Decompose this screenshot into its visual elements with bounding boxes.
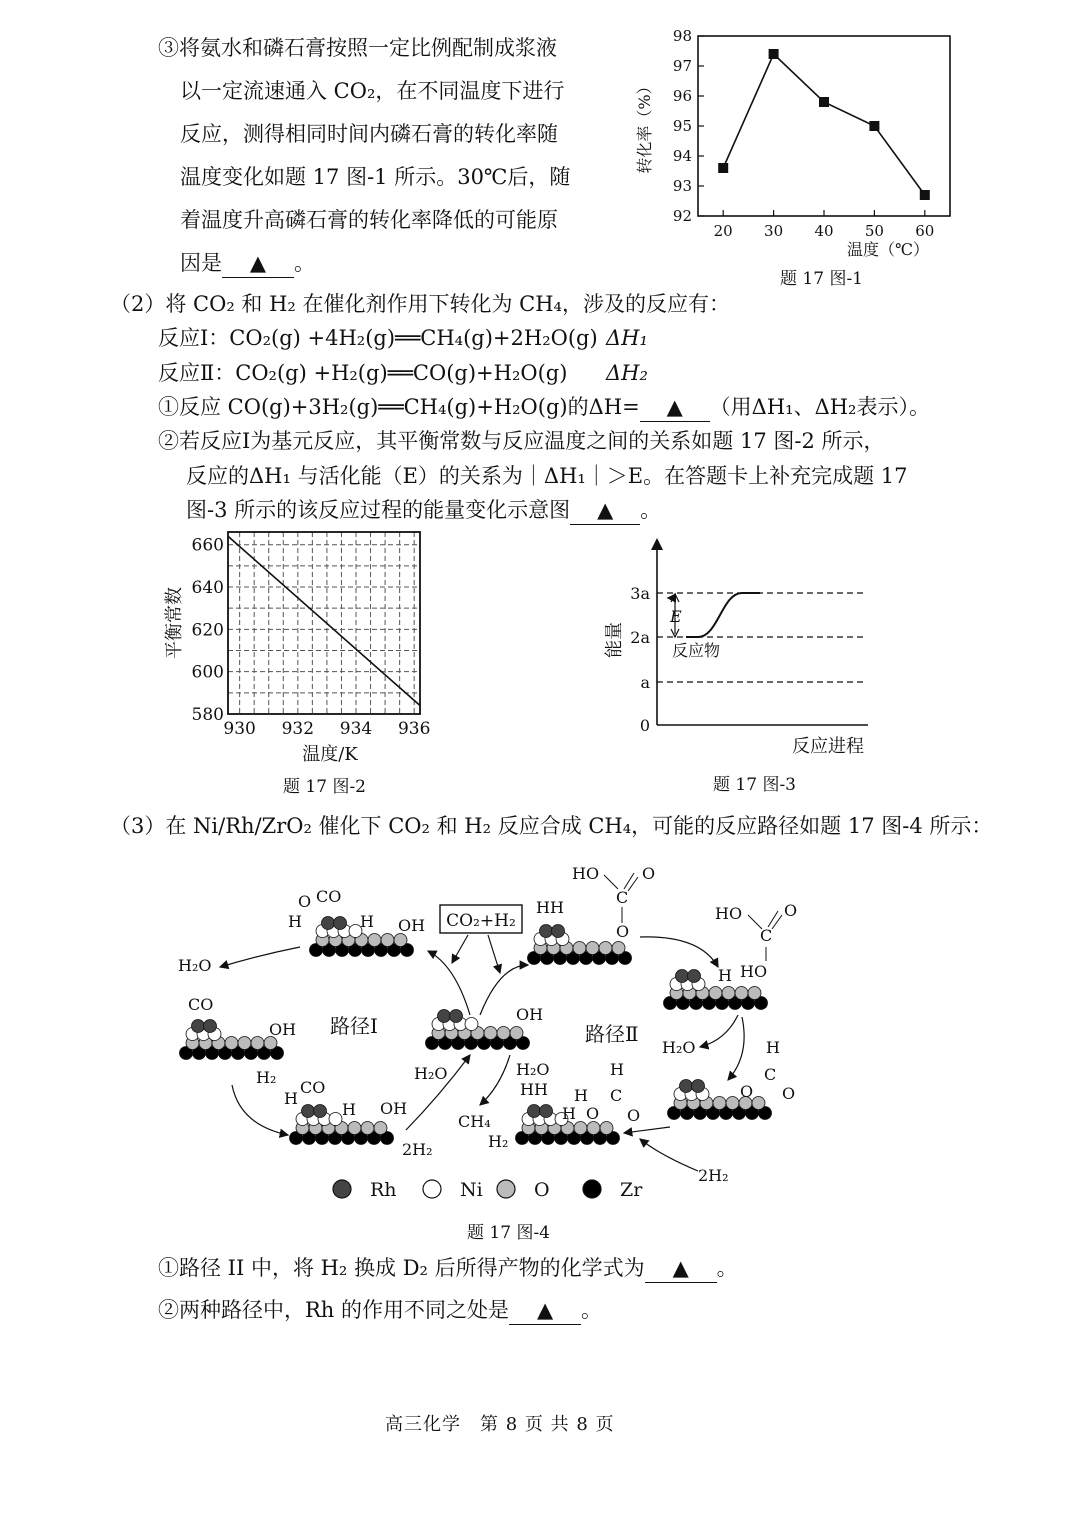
fig2-ytick-label: 580 (191, 705, 224, 725)
figure-17-3 (590, 530, 890, 765)
fig2-xlabel: 温度/K (302, 744, 358, 765)
rh-atom (692, 1080, 705, 1093)
o-atom (748, 987, 761, 1000)
fig3-ylabel: 能量 (604, 622, 625, 658)
fig1-xtick-label: 60 (915, 222, 935, 240)
o-atom (238, 1037, 251, 1050)
part3-q1-prefix: ①路径 II 中，将 H₂ 换成 D₂ 后所得产物的化学式为 (158, 1256, 645, 1280)
fig4-label-ho: HO (740, 962, 768, 981)
fig4-label-h: H (718, 966, 732, 985)
fig2-ytick-label: 620 (191, 620, 224, 641)
fig4-arrow (428, 951, 470, 1015)
part1-line-2: 以一定流速通入 CO₂，在不同温度下进行 (180, 79, 565, 103)
answer-blank-4[interactable]: ▲ (645, 1254, 717, 1283)
fig3-xlabel: 反应进程 (792, 736, 864, 757)
fig3-ytick-2a: 2a (630, 628, 650, 647)
fig3-caption: 题 17 图-3 (713, 775, 796, 795)
part2-q2-suffix: 。 (640, 498, 662, 522)
o-atom (374, 1122, 387, 1135)
o-atom (735, 987, 748, 1000)
fig1-data-point (819, 97, 829, 107)
rh-atom (302, 1105, 315, 1118)
fig4-label-oh: OH (398, 916, 426, 935)
fig2-xtick-label: 934 (339, 719, 373, 739)
part2-intro: （2）将 CO₂ 和 H₂ 在催化剂作用下转化为 CH₄，涉及的反应有： (110, 292, 730, 316)
fig4-label-h: H (342, 1100, 356, 1119)
fig2-ytick-label: 640 (191, 578, 224, 599)
fig1-xtick-label: 20 (713, 222, 733, 240)
fig4-label-o: O (740, 1082, 754, 1101)
part2-q1 (158, 393, 930, 422)
o-atom (599, 942, 612, 955)
fig1-xtick-label: 40 (814, 222, 834, 240)
fig2-xtick-label: 936 (397, 719, 431, 739)
fig4-label-co: CO (316, 887, 342, 906)
catalyst-cluster (426, 1010, 530, 1050)
o-atom (225, 1037, 238, 1050)
fig4-label-ch4: CH₄ (458, 1112, 491, 1131)
part1-line-3: 反应，测得相同时间内磷石膏的转化率随 (180, 122, 558, 146)
o-atom (368, 934, 381, 947)
fig1-ytick-label: 93 (672, 177, 692, 195)
fig4-label-co: CO (188, 995, 214, 1014)
fig4-label-o: O (782, 1084, 796, 1103)
rh-atom (680, 1080, 693, 1093)
fig1-ytick-label: 95 (672, 117, 692, 135)
fig2-ylabel: 平衡常数 (164, 587, 185, 659)
rh-atom (540, 925, 553, 938)
o-atom (574, 1122, 587, 1135)
fig4-label-h2o: H₂O (414, 1064, 448, 1083)
figure-17-1 (630, 20, 960, 290)
fig4-label-hh: HH (520, 1080, 548, 1099)
rh-atom (192, 1020, 205, 1033)
legend-swatch-o (497, 1180, 515, 1198)
page-footer: 高三化学 第 8 页 共 8 页 (385, 1414, 615, 1435)
fig1-ytick-label: 96 (672, 87, 692, 105)
part3-intro: （3）在 Ni/Rh/ZrO₂ 催化下 CO₂ 和 H₂ 反应合成 CH₄，可能的反应路径如题 17 图-4 所示： (110, 814, 993, 838)
fig1-ytick-label: 92 (672, 207, 692, 225)
part2-q2-line-1: ②若反应Ⅰ为基元反应，其平衡常数与反应温度之间的关系如题 17 图-2 所示， (158, 429, 885, 453)
fig4-label-co: CO (300, 1078, 326, 1097)
fig4-label-ho: HO (715, 904, 743, 923)
fig4-caption: 题 17 图-4 (467, 1223, 550, 1243)
o-atom (361, 1122, 374, 1135)
part1-line-4: 温度变化如题 17 图-1 所示。30℃后，随 (180, 165, 571, 189)
fig1-data-point (920, 190, 930, 200)
legend-swatch-rh (333, 1180, 351, 1198)
o-atom (251, 1037, 264, 1050)
fig1-ylabel: 转化率（%） (635, 78, 654, 174)
fig4-arrow (480, 1055, 510, 1105)
part2-q2-line-2: 反应的ΔH₁ 与活化能（E）的关系为｜ΔH₁｜＞E。在答题卡上补充完成题 17 (186, 464, 908, 488)
legend-swatch-zr (583, 1180, 601, 1198)
rh-atom (204, 1020, 217, 1033)
fig2-frame (228, 532, 420, 714)
part3-q2-suffix: 。 (581, 1298, 603, 1322)
fig4-label-h: H (284, 1089, 298, 1108)
fig2-ytick-label: 660 (191, 535, 224, 556)
fig4-arrow (700, 1015, 738, 1047)
o-atom (752, 1097, 765, 1110)
answer-blank-5[interactable]: ▲ (509, 1296, 581, 1325)
fig3-e-label: E (670, 607, 682, 626)
rh-atom (438, 1010, 451, 1023)
fig1-ytick-label: 97 (672, 57, 692, 75)
part1-line-5: 着温度升高磷石膏的转化率降低的可能原 (180, 208, 558, 232)
fig1-ytick-label: 98 (672, 27, 692, 45)
part1-last-prefix: 因是 (180, 251, 222, 275)
o-atom (612, 942, 625, 955)
fig4-arrow (232, 1085, 288, 1135)
part1-last-suffix: 。 (294, 251, 315, 275)
fig4-label-ho: HO (572, 864, 600, 883)
fig4-label-h: H (610, 1060, 624, 1079)
fig4-label-o: O (298, 892, 312, 911)
fig4-label-o: O (586, 1104, 600, 1123)
o-atom (726, 1097, 739, 1110)
fig4-label-c: C (610, 1086, 623, 1105)
fig3-y-arrow-icon (651, 538, 663, 550)
part1-line-6 (180, 249, 315, 278)
o-atom (713, 1097, 726, 1110)
o-atom (586, 942, 599, 955)
rh-atom (676, 970, 689, 983)
reaction-2: 反应Ⅱ：CO₂(g) +H₂(g)══CO(g)+H₂O(g) (158, 361, 568, 385)
fig4-label-h2o: H₂O (662, 1038, 696, 1057)
answer-blank-1[interactable]: ▲ (222, 249, 294, 278)
part2-q1-suffix: （用ΔH₁、ΔH₂表示）。 (709, 395, 930, 419)
o-atom (497, 1027, 510, 1040)
catalyst-cluster (668, 1080, 772, 1120)
rh-atom (540, 1105, 553, 1118)
part3-q1-suffix: 。 (716, 1256, 738, 1280)
figure-17-2 (150, 520, 450, 770)
fig4-arrow (640, 937, 718, 967)
fig4-label-o: O (616, 922, 630, 941)
fig2-ytick-label: 600 (191, 662, 224, 683)
fig3-energy-curve (686, 593, 760, 637)
part2-q2-prefix: 图-3 所示的该反应过程的能量变化示意图 (186, 498, 571, 522)
fig2-series-line (228, 536, 420, 705)
o-atom (394, 934, 407, 947)
fig4-label-oh: OH (269, 1020, 297, 1039)
fig4-label-c: C (760, 926, 773, 945)
fig1-xtick-label: 50 (864, 222, 884, 240)
fig3-ytick-a: a (640, 673, 650, 692)
catalyst-cluster (180, 1020, 284, 1060)
fig4-label-c: C (764, 1065, 777, 1084)
rh-atom (688, 970, 701, 983)
o-atom (573, 942, 586, 955)
fig2-caption: 题 17 图-2 (283, 777, 366, 797)
part3-q2-prefix: ②两种路径中，Rh 的作用不同之处是 (158, 1298, 510, 1322)
rh-atom (334, 917, 347, 930)
fig4-label-h: H (574, 1086, 588, 1105)
o-atom (709, 987, 722, 1000)
fig4-label-h: H (766, 1038, 780, 1057)
fig4-arrow (220, 947, 300, 967)
fig4-label-h2: H₂ (256, 1068, 277, 1087)
o-atom (722, 987, 735, 1000)
fig4-label-hh: HH (536, 898, 564, 917)
part3-q1 (158, 1254, 738, 1283)
fig4-label-o: O (784, 901, 798, 920)
fig4-label-h2o: H₂O (178, 956, 212, 975)
o-atom (381, 934, 394, 947)
fig1-series-line (723, 54, 925, 195)
legend-label-rh: Rh (370, 1179, 397, 1201)
fig4-label-h: H (288, 912, 302, 931)
rh-atom (314, 1105, 327, 1118)
fig2-xtick-label: 932 (281, 719, 315, 739)
fig4-arrow (452, 935, 468, 963)
o-atom (348, 1122, 361, 1135)
fig3-ytick-3a: 3a (630, 584, 650, 603)
fig4-arrow (624, 1127, 670, 1133)
fig3-ytick-0: 0 (639, 716, 650, 735)
fig4-arrow (488, 935, 500, 973)
o-atom (510, 1027, 523, 1040)
fig4-label-2h2: 2H₂ (402, 1140, 433, 1159)
part3-q2 (158, 1296, 602, 1325)
legend-label-o: O (534, 1179, 550, 1201)
fig2-xtick-label: 930 (223, 719, 256, 739)
fig4-label-c: C (616, 888, 629, 907)
fig4-label-h2o: H₂O (516, 1060, 550, 1079)
fig4-label-h: H (562, 1104, 576, 1123)
fig4-label-o: O (642, 864, 656, 883)
figure-17-4 (170, 855, 820, 1215)
fig4-reactant-text: CO₂+H₂ (446, 911, 516, 931)
fig1-data-point (769, 49, 779, 59)
reaction-2-dh: ΔH₂ (606, 361, 648, 385)
fig4-label-h: H (360, 912, 374, 931)
fig4-label-oh: OH (380, 1099, 408, 1118)
fig4-label-o: O (627, 1106, 641, 1125)
ni-atom (465, 1018, 478, 1031)
answer-blank-2[interactable]: ▲ (640, 393, 710, 422)
o-atom (600, 1122, 613, 1135)
answer-blank-3[interactable]: ▲ (570, 496, 640, 525)
ni-atom (329, 1113, 342, 1126)
legend-label-zr: Zr (620, 1179, 643, 1201)
fig1-xlabel: 温度（℃） (847, 240, 929, 259)
fig1-ytick-label: 94 (672, 147, 692, 165)
legend-swatch-ni (423, 1180, 441, 1198)
rh-atom (528, 1105, 541, 1118)
fig4-path2-label: 路径Ⅱ (585, 1022, 639, 1046)
legend-label-ni: Ni (460, 1179, 483, 1201)
reaction-1: 反应Ⅰ：CO₂(g) +4H₂(g)══CH₄(g)+2H₂O(g) (158, 326, 598, 350)
rh-atom (450, 1010, 463, 1023)
rh-atom (322, 917, 335, 930)
rh-atom (552, 925, 565, 938)
reaction-1-dh: ΔH₁ (606, 326, 648, 350)
fig1-frame (698, 36, 950, 216)
fig4-arrow (640, 1139, 698, 1171)
fig4-label-2h2: 2H₂ (698, 1166, 729, 1185)
fig4-label-oh: OH (516, 1005, 544, 1024)
fig1-caption: 题 17 图-1 (780, 269, 863, 289)
fig1-data-point (718, 163, 728, 173)
fig4-path1-label: 路径Ⅰ (330, 1014, 378, 1038)
fig3-start-label: 反应物 (672, 641, 721, 660)
o-atom (484, 1027, 497, 1040)
fig4-label-h2: H₂ (488, 1132, 509, 1151)
fig1-xtick-label: 30 (764, 222, 784, 240)
o-atom (587, 1122, 600, 1135)
part2-q1-prefix: ①反应 CO(g)+3H₂(g)══CH₄(g)+H₂O(g)的ΔH= (158, 395, 640, 419)
fig1-data-point (869, 121, 879, 131)
part1-line-1: ③将氨水和磷石膏按照一定比例配制成浆液 (158, 36, 557, 60)
